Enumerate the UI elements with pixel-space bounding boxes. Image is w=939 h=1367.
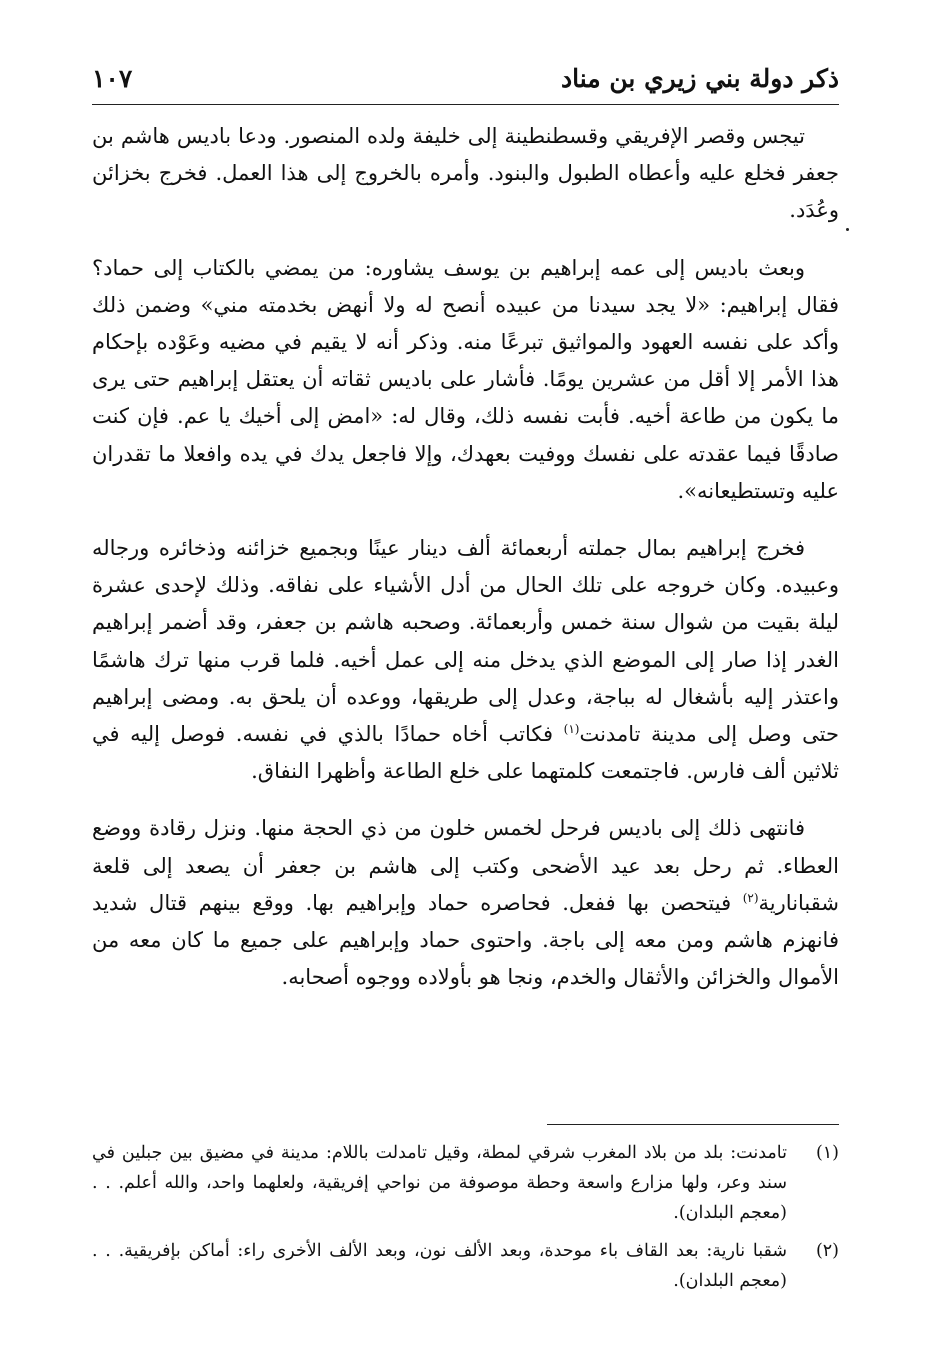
running-header [92,58,839,105]
footnote-2 [92,1236,839,1296]
paragraph-3-text-b: فكاتب أخاه حمادًا بالذي في نفسه. فوصل إليه في ثلاثين ألف فارس. فاجتمعت كلمتهما على خلع الطاعة وأظهرا النفاق. [92,722,839,784]
paragraph-3-text-a: فخرج إبراهيم بمال جملته أربعمائة ألف دينار عينًا وبجميع خزائنه وذخائره ورجاله وعبيده. وكان خروجه على تلك الحال من أدل الأشياء على نفاقه. وذلك لإحدى عشرة ليلة بقيت من شوال سنة خمس وأربعمائة. وصحبه هاشم بن جعفر، وقد أضمر إبراهيم الغدر إذا صار إلى الموضع الذي يدخل منه إلى عمل أخيه. فلما قرب منها ترك هاشمًا واعتذر إليه بأشغال له بباجة، وعدل إلى طريقها، ووعده أن يلحق به. ومضى إبراهيم حتى وصل إلى مدينة تامدنت [92,536,839,747]
footnote-number: (١) [815,1143,839,1163]
paragraph-4-text-a: فانتهى ذلك إلى باديس فرحل لخمس خلون من ذي الحجة منها. ونزل رقادة ووضع العطاء. ثم رحل بعد عيد الأضحى وكتب إلى هاشم بن جعفر أن يصعد إلى قلعة شقبانارية [92,816,839,915]
footnotes [92,1138,839,1304]
footnote-text: تامدنت: بلد من بلاد المغرب شرقي لمطة، وقيل تامدلت باللام: مدينة في مضيق بين جبلين في سند وعر، ولها مزارع واسعة وحطة موصوفة من نواحي إفريقية، ولعلهما واحد، والله أعلم. . . (معجم البلدان). [92,1143,787,1223]
footnote-ref-1: (١) [563,722,580,737]
footnote-text: شقبا نارية: بعد القاف باء موحدة، وبعد الألف نون، وبعد الألف الأخرى راء: أماكن بإفريقية. . . (معجم البلدان). [92,1241,787,1291]
footnote-1 [92,1138,839,1228]
footnote-divider [547,1124,839,1125]
footnote-ref-2: (٢) [742,890,759,905]
footnote-number: (٢) [815,1241,839,1261]
paragraph-1: تيجس وقصر الإفريقي وقسطنطينة إلى خليفة ولده المنصور. ودعا باديس هاشم بن جعفر فخلع عليه وأعطاه الطبول والبنود. وأمره بالخروج إلى هذا العمل. فخرج بخزائن وعُدَد. [92,124,839,223]
paragraph-3 [92,530,839,790]
page-number: ١٠٧ [92,64,133,93]
margin-mark [846,228,849,231]
paragraph-2: وبعث باديس إلى عمه إبراهيم بن يوسف يشاوره: من يمضي بالكتاب إلى حماد؟ فقال إبراهيم: «لا يجد سيدنا من عبيده أنصح له ولا أنهض بخدمته مني» وضمن ذلك وأكد على نفسه العهود والمواثيق تبرعًا منه. وذكر أنه لا يقيم في مضيه وعَوْده بإحكام هذا الأمر إلا أقل من عشرين يومًا. فأشار على باديس ثقاته أن يعتقل إبراهيم حتى يرى ما يكون من طاعة أخيه. فأبت نفسه ذلك، وقال له: «امض إلى أخيك يا عم. فإن كنت صادقًا فيما عقدته على نفسك ووفيت بعهدك، وإلا فاجعل يدك في يده وافعلا ما تقدران عليه وتستطيعانه». [92,255,839,503]
main-text [92,118,839,1016]
paragraph-4-text-b: فيتحصن بها ففعل. فحاصره حماد وإبراهيم بها. ووقع بينهم قتال شديد فانهزم هاشم ومن معه إلى باجة. واحتوى حماد وإبراهيم على جميع ما كان معه من الأموال والخزائن والأثقال والخدم، ونجا هو بأولاده ووجوه أصحابه. [92,890,839,990]
running-title: ذكر دولة بني زيري بن مناد [561,64,839,93]
paragraph-4 [92,810,839,996]
